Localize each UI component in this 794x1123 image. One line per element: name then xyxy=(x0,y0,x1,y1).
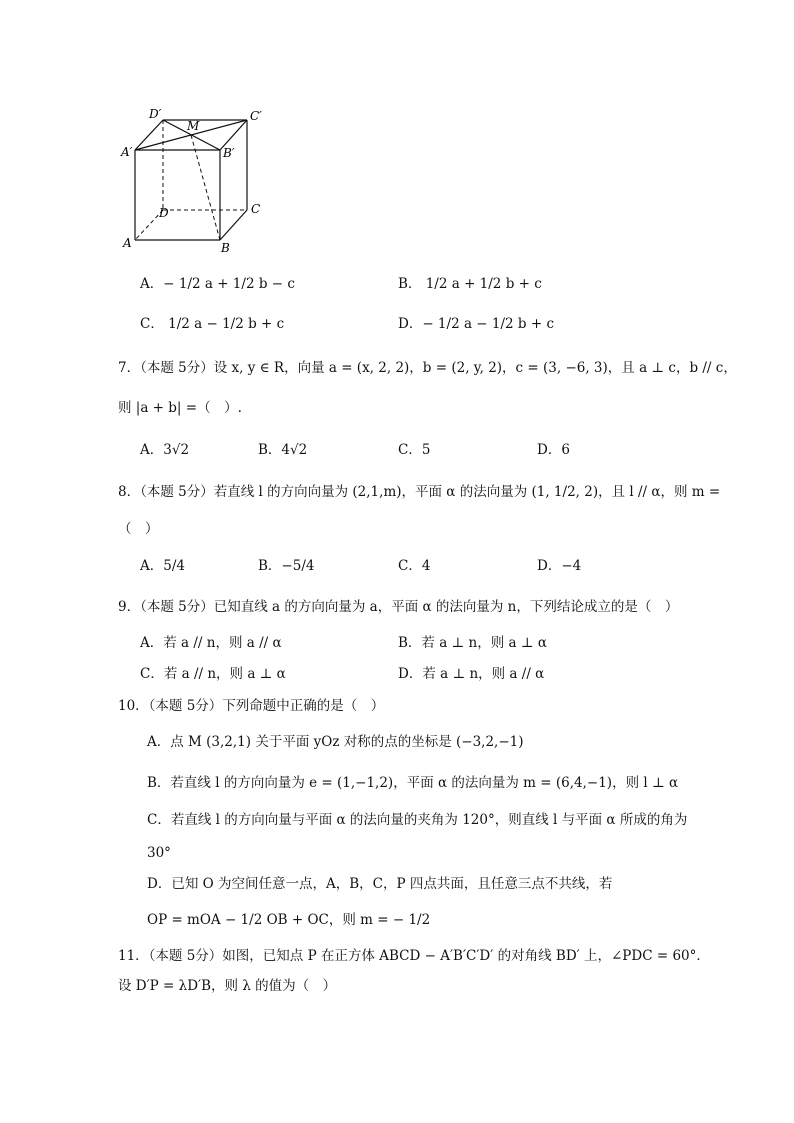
label-Ap: A′ xyxy=(121,145,133,159)
q6-option-a[interactable]: A．− 1/2 a + 1/2 b − c xyxy=(140,276,295,292)
label-Dp: D′ xyxy=(149,107,162,121)
q10-option-c[interactable]: C．若直线 l 的方向向量与平面 α 的法向量的夹角为 120°，则直线 l 与平面 α 所成的角为 xyxy=(147,812,688,828)
q7-stem-2: 则 |a + b| =（ ）. xyxy=(118,400,242,416)
q8-option-a[interactable]: A．5/4 xyxy=(140,558,185,574)
q7-option-d[interactable]: D．6 xyxy=(537,442,570,458)
q7-option-c[interactable]: C．5 xyxy=(398,442,431,458)
q9-stem: 9．（本题 5分）已知直线 a 的方向向量为 a，平面 α 的法向量为 n，下列结论成立的是（ ） xyxy=(118,599,679,615)
q10-option-c-cont: 30° xyxy=(147,845,171,861)
q6-option-d[interactable]: D．− 1/2 a − 1/2 b + c xyxy=(398,316,555,332)
q10-option-d[interactable]: D．已知 O 为空间任意一点，A，B，C，P 四点共面，且任意三点不共线，若 xyxy=(147,876,613,892)
q7-option-b[interactable]: B．4√2 xyxy=(258,442,308,458)
q6-option-c[interactable]: C． 1/2 a − 1/2 b + c xyxy=(140,316,285,332)
q11-stem: 11．（本题 5分）如图，已知点 P 在正方体 ABCD − A′B′C′D′ 的对角线 BD′ 上，∠PDC = 60°． xyxy=(118,948,710,964)
label-M: M xyxy=(187,119,200,133)
q6-option-b[interactable]: B． 1/2 a + 1/2 b + c xyxy=(398,276,542,292)
q10-option-b[interactable]: B．若直线 l 的方向向量为 e = (1,−1,2)，平面 α 的法向量为 m = (6,4,−1)，则 l ⊥ α xyxy=(147,775,679,791)
q8-option-d[interactable]: D．−4 xyxy=(537,558,582,574)
q7-stem: 7．（本题 5分）设 x, y ∈ R，向量 a = (x, 2, 2)，b = (2, y, 2)，c = (3, −6, 3)，且 a ⊥ c，b // c， xyxy=(118,360,737,376)
label-A: A xyxy=(123,236,132,250)
q7-option-a[interactable]: A．3√2 xyxy=(140,442,190,458)
q8-stem-2: （ ） xyxy=(118,521,159,537)
q8-option-c[interactable]: C．4 xyxy=(398,558,431,574)
q10-stem: 10．（本题 5分）下列命题中正确的是（ ） xyxy=(118,698,385,714)
q11-stem-2: 设 D′P = λD′B，则 λ 的值为（ ） xyxy=(118,978,337,994)
cube-figure xyxy=(115,100,275,260)
q10-option-a[interactable]: A．点 M (3,2,1) 关于平面 yOz 对称的点的坐标是 (−3,2,−1) xyxy=(147,734,524,750)
q9-option-a[interactable]: A．若 a // n，则 a // α xyxy=(140,635,282,651)
q10-option-d-cont: OP = mOA − 1/2 OB + OC，则 m = − 1/2 xyxy=(147,912,431,928)
label-C: C xyxy=(251,202,261,216)
q9-option-d[interactable]: D．若 a ⊥ n，则 a // α xyxy=(398,666,545,682)
label-Bp: B′ xyxy=(223,146,235,160)
label-B: B xyxy=(221,241,230,255)
q9-option-b[interactable]: B．若 a ⊥ n，则 a ⊥ α xyxy=(398,635,547,651)
q9-option-c[interactable]: C．若 a // n，则 a ⊥ α xyxy=(140,666,286,682)
q8-stem: 8．（本题 5分）若直线 l 的方向向量为 (2,1,m)，平面 α 的法向量为 (1, 1/2, 2)，且 l // α，则 m = xyxy=(118,484,721,500)
q8-option-b[interactable]: B．−5/4 xyxy=(258,558,315,574)
label-D: D xyxy=(159,206,169,220)
label-Cp: C′ xyxy=(250,109,262,123)
